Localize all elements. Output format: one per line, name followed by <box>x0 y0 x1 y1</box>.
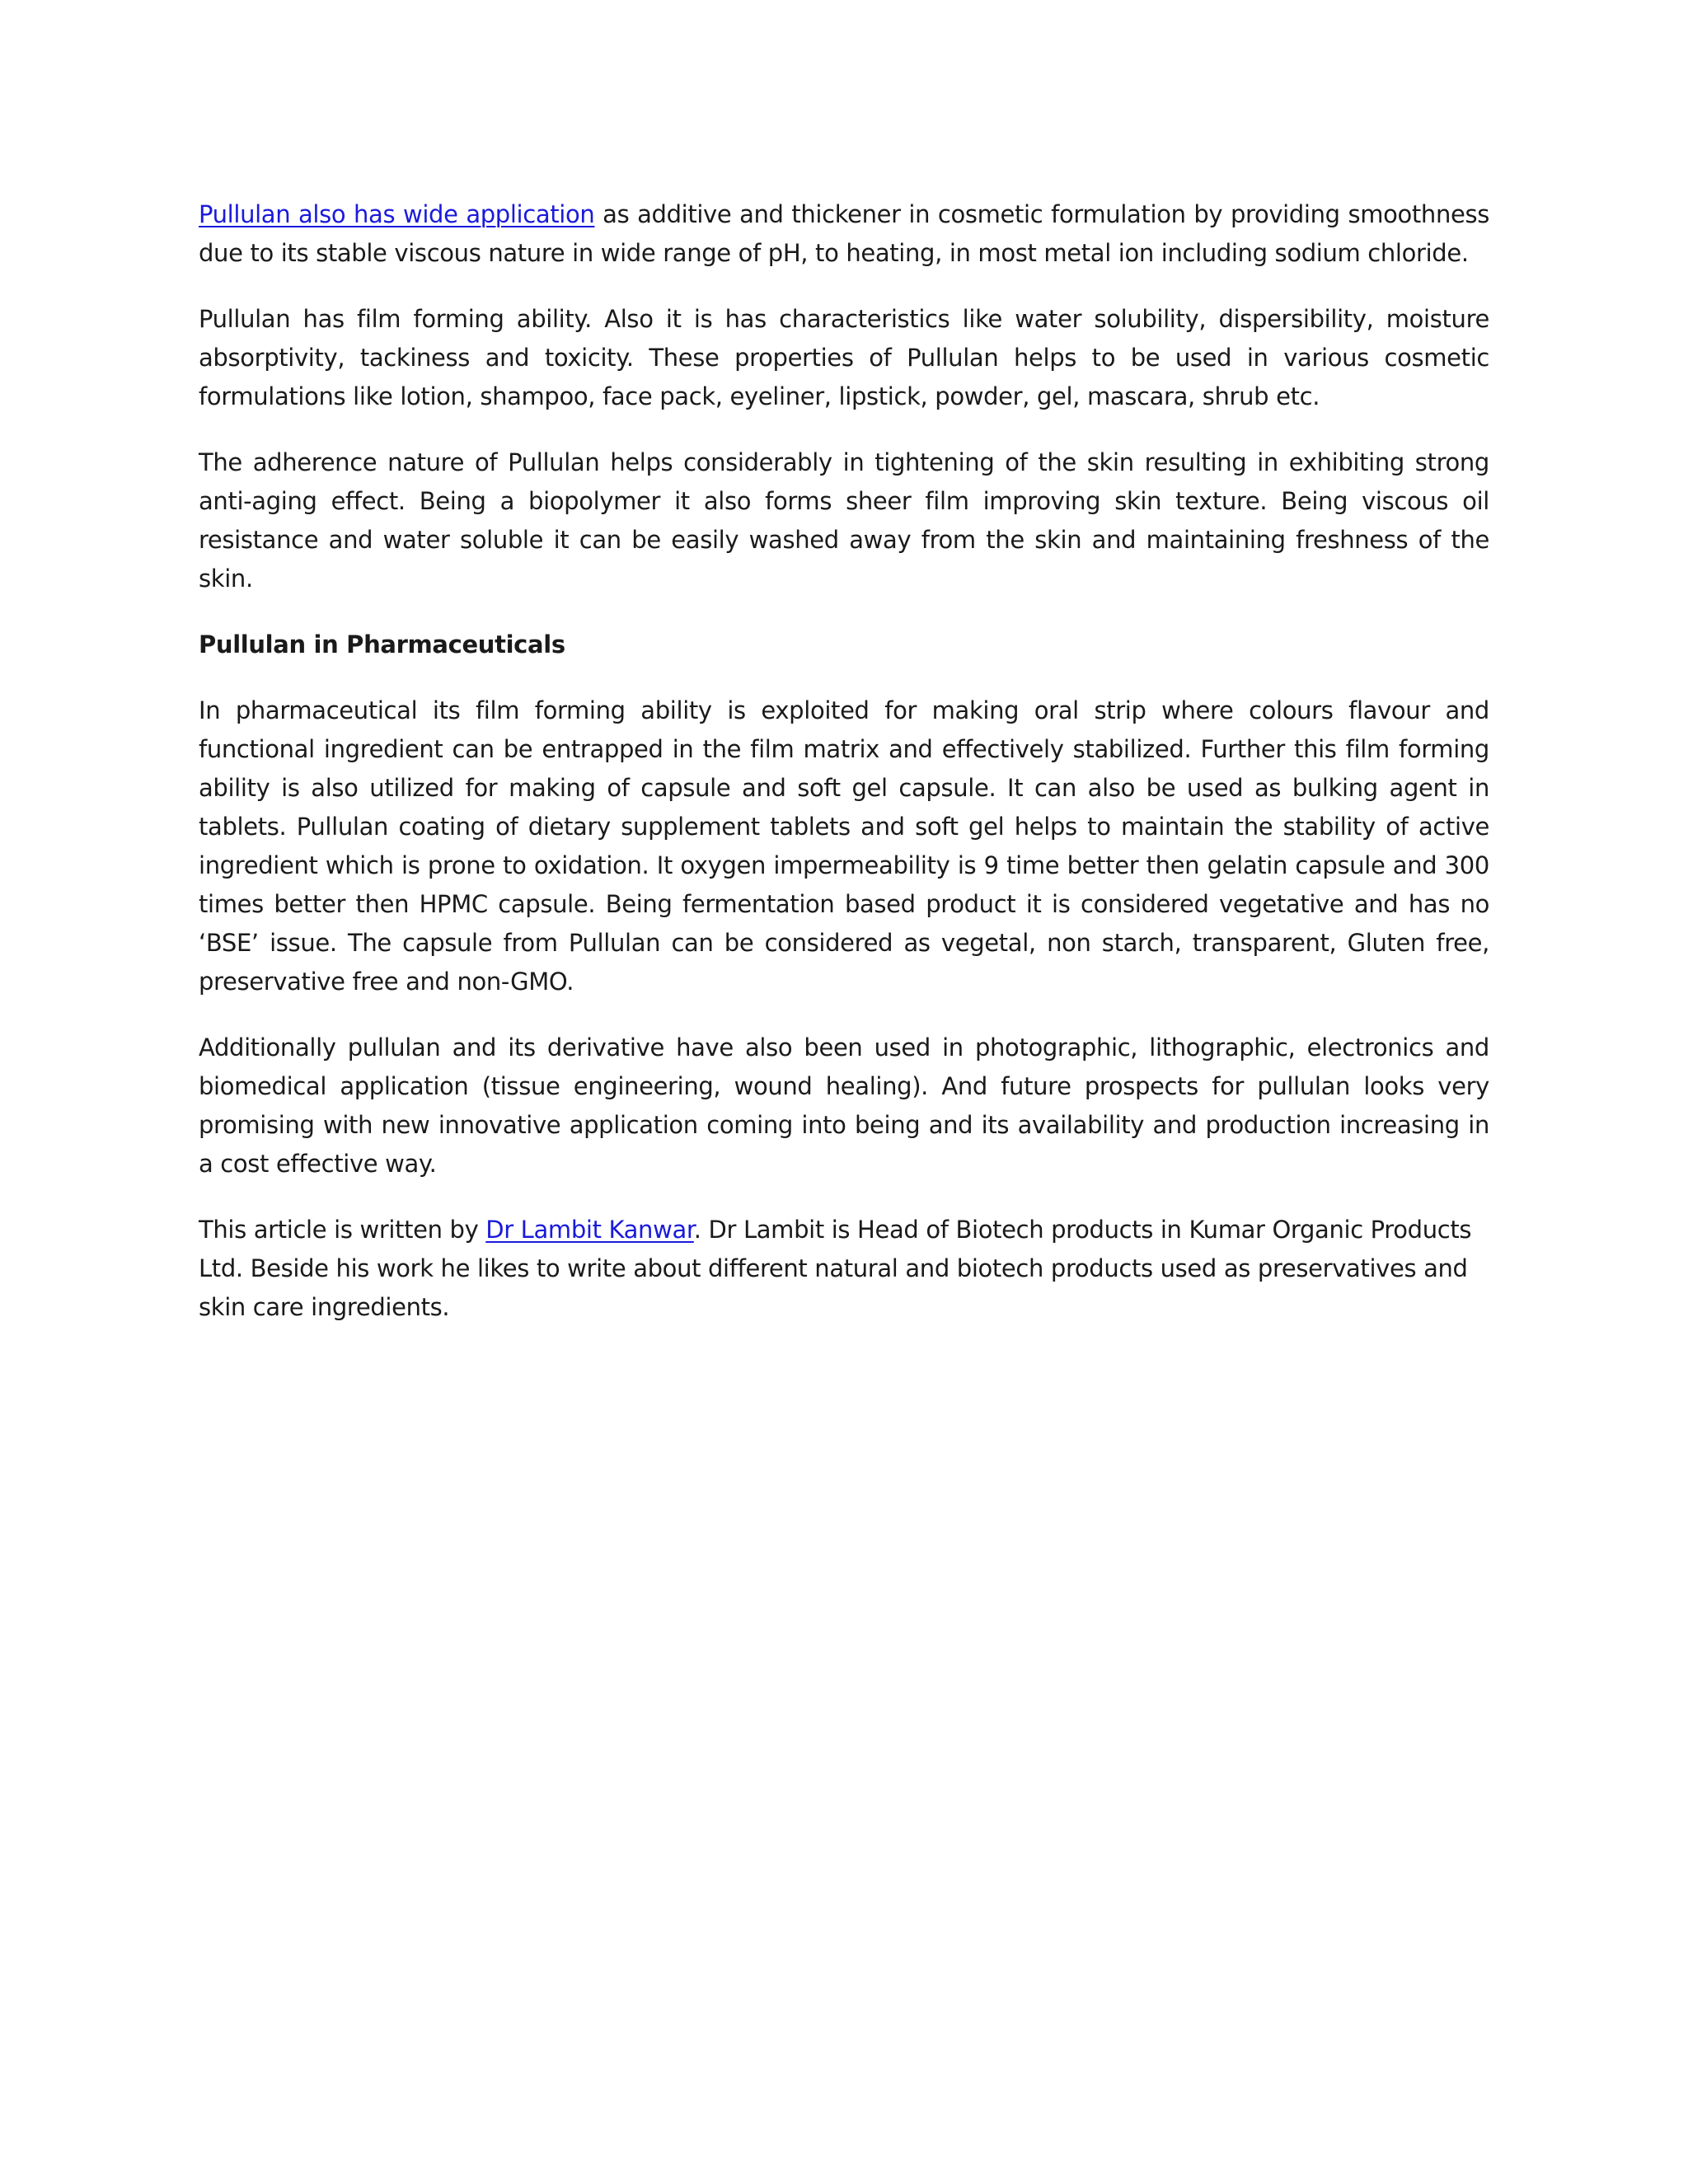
paragraph-adherence: The adherence nature of Pullulan helps considerably in tightening of the skin resulting in exhibiting strong anti-aging effect. Being a biopolymer it also forms sheer film improving skin texture. Being viscous oil resistance and water soluble it can be easily washed away from the skin and maintaining freshness of the skin. <box>199 448 1489 593</box>
paragraph-film-forming: Pullulan has film forming ability. Also it is has characteristics like water solubility, dispersibility, moisture absorptivity, tackiness and toxicity. These properties of Pullulan helps to be used in various cosmetic formulations like lotion, shampoo, face pack, eyeliner, lipstick, powder, gel, mascara, shrub etc. <box>199 305 1489 410</box>
paragraph-author <box>199 1211 1489 1327</box>
paragraph-text: as additive and thickener in cosmetic formulation by providing smoothness due to its stable viscous nature in wide range of pH, to heating, in most metal ion including sodium chloride. <box>199 200 1489 267</box>
paragraph-cosmetic-application <box>199 195 1489 273</box>
section-heading-pharmaceuticals: Pullulan in Pharmaceuticals <box>199 630 565 658</box>
paragraph-additional-uses: Additionally pullulan and its derivative have also been used in photographic, lithographic, electronics and biomedical application (tissue engineering, wound healing). And future prospects for pullulan looks very promising with new innovative application coming into being and its availability and production increasing in a cost effective way. <box>199 1033 1489 1178</box>
pullulan-application-link[interactable]: Pullulan also has wide application <box>199 200 595 228</box>
author-link[interactable]: Dr Lambit Kanwar <box>485 1216 694 1244</box>
author-prefix: This article is written by <box>199 1216 486 1244</box>
author-bio: . Dr Lambit is Head of Biotech products in Kumar Organic Products Ltd. Beside his work he likes to write about different natural and biotech products used as preservatives and skin care ingredients. <box>199 1216 1472 1321</box>
document-body <box>199 195 1489 1354</box>
paragraph-pharmaceutical: In pharmaceutical its film forming ability is exploited for making oral strip where colours flavour and functional ingredient can be entrapped in the film matrix and effectively stabilized. Further this film forming ability is also utilized for making of capsule and soft gel capsule. It can also be used as bulking agent in tablets. Pullulan coating of dietary supplement tablets and soft gel helps to maintain the stability of active ingredient which is prone to oxidation. It oxygen impermeability is 9 time better then gelatin capsule and 300 times better then HPMC capsule. Being fermentation based product it is considered vegetative and has no ‘BSE’ issue. The capsule from Pullulan can be considered as vegetal, non starch, transparent, Gluten free, preservative free and non-GMO. <box>199 696 1489 996</box>
